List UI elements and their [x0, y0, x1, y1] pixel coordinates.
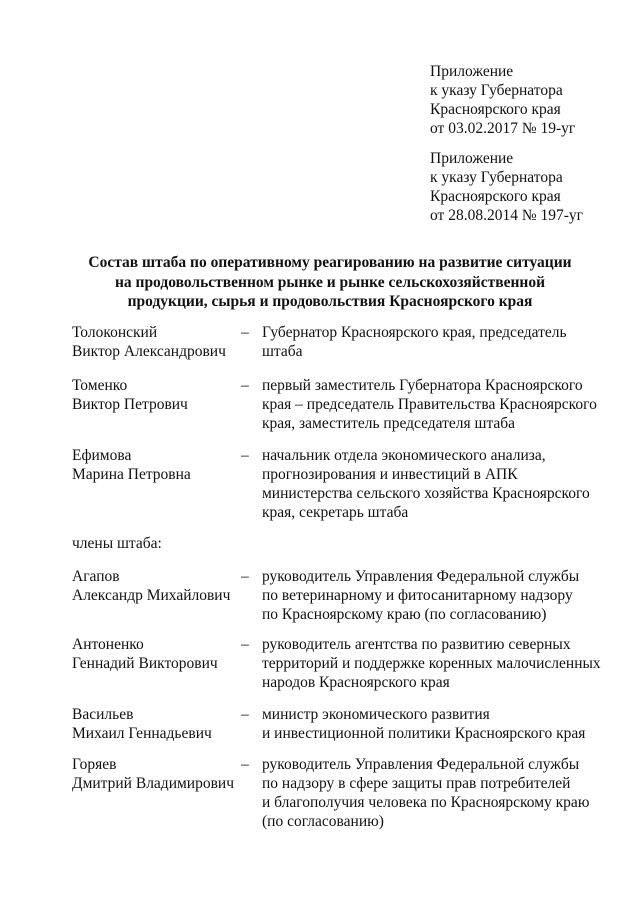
- member-surname: Толоконский: [72, 324, 158, 341]
- title-line: Состав штаба по оперативному реагированию на развитие ситуации: [88, 254, 572, 271]
- member-role: [262, 635, 612, 692]
- member-given-name: Геннадий Викторович: [72, 655, 218, 672]
- appendix-header-current: [430, 62, 630, 138]
- title-line: на продовольственном рынке и рынке сельскохозяйственной: [114, 273, 546, 291]
- role-line: по надзору в сфере защиты прав потребителей: [262, 775, 571, 792]
- role-line: руководитель Управления Федеральной службы: [262, 756, 580, 773]
- dash-separator: –: [241, 636, 249, 653]
- appendix-header-original: [430, 149, 630, 225]
- member-given-name: Виктор Петрович: [72, 396, 188, 413]
- member-given-name: Михаил Геннадьевич: [72, 725, 212, 742]
- role-line: края, заместитель председателя штаба: [262, 415, 516, 432]
- member-name: [72, 323, 242, 361]
- member-name: [72, 376, 242, 414]
- role-line: по Красноярскому краю (по согласованию): [262, 606, 547, 623]
- member-given-name: Марина Петровна: [72, 466, 191, 483]
- role-line: министр экономического развития: [262, 706, 490, 723]
- role-line: руководитель агентства по развитию северных: [262, 636, 571, 653]
- role-line: начальник отдела экономического анализа,: [262, 447, 546, 464]
- member-name: [72, 635, 242, 673]
- member-role: [262, 567, 612, 624]
- member-role: [262, 446, 612, 522]
- role-line: (по согласованию): [262, 813, 384, 830]
- member-name: [72, 567, 242, 605]
- role-line: Губернатор Красноярского края, председатель: [262, 324, 567, 341]
- member-surname: Томенко: [72, 377, 128, 394]
- members-section-label: члены штаба:: [72, 535, 162, 552]
- member-surname: Васильев: [72, 706, 134, 723]
- dash-separator: –: [241, 706, 249, 723]
- member-role: [262, 323, 612, 361]
- title-line: продукции, сырья и продовольствия Красноярского края: [127, 293, 533, 310]
- role-line: министерства сельского хозяйства Красноярского: [262, 485, 590, 502]
- member-given-name: Александр Михайлович: [72, 587, 231, 604]
- role-line: народов Красноярского края: [262, 674, 450, 691]
- document-title: [60, 253, 600, 312]
- appendix-line: Приложение: [430, 63, 514, 80]
- role-line: по ветеринарному и фитосанитарному надзору: [262, 587, 573, 604]
- appendix-line: к указу Губернатора: [430, 82, 563, 99]
- dash-separator: –: [241, 324, 249, 341]
- appendix-line: Приложение: [430, 150, 514, 167]
- member-surname: Горяев: [72, 756, 117, 773]
- role-line: края – председатель Правительства Красноярского: [262, 396, 597, 413]
- role-line: края, секретарь штаба: [262, 504, 409, 521]
- role-line: территорий и поддержке коренных малочисленных: [262, 655, 601, 672]
- appendix-line: от 03.02.2017 № 19-уг: [430, 120, 576, 137]
- role-line: прогнозирования и инвестиций в АПК: [262, 466, 518, 483]
- role-line: штаба: [262, 343, 303, 360]
- member-role: [262, 376, 612, 433]
- member-name: [72, 755, 242, 793]
- member-given-name: Дмитрий Владимирович: [72, 775, 235, 792]
- role-line: и благополучия человека по Красноярскому краю: [262, 794, 590, 811]
- appendix-line: к указу Губернатора: [430, 169, 563, 186]
- dash-separator: –: [241, 756, 249, 773]
- dash-separator: –: [241, 447, 249, 464]
- appendix-line: от 28.08.2014 № 197-уг: [430, 207, 584, 224]
- dash-separator: –: [241, 377, 249, 394]
- member-surname: Агапов: [72, 568, 120, 585]
- role-line: и инвестиционной политики Красноярского края: [262, 725, 586, 742]
- member-surname: Антоненко: [72, 636, 144, 653]
- appendix-line: Красноярского края: [430, 101, 561, 118]
- role-line: первый заместитель Губернатора Красноярского: [262, 377, 583, 394]
- member-given-name: Виктор Александрович: [72, 343, 226, 360]
- member-role: [262, 755, 612, 831]
- role-line: руководитель Управления Федеральной службы: [262, 568, 580, 585]
- member-name: [72, 446, 242, 484]
- dash-separator: –: [241, 568, 249, 585]
- member-surname: Ефимова: [72, 447, 132, 464]
- member-role: [262, 705, 612, 743]
- appendix-line: Красноярского края: [430, 188, 561, 205]
- member-name: [72, 705, 242, 743]
